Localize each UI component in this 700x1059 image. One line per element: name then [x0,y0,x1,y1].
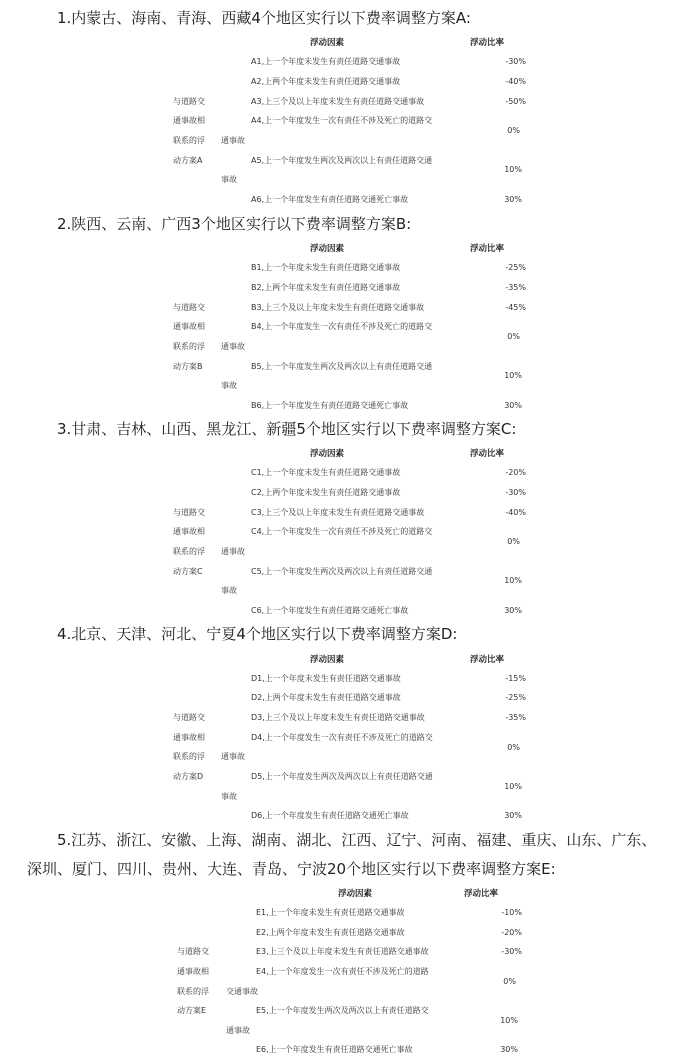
factor-cell: B2,上两个年度未发生有责任道路交通事故 [251,283,401,292]
factor-cell: E5,上一个年度发生两次及两次以上有责任道路交 [256,1006,429,1015]
scheme-label-line: 通事故相 [173,527,205,536]
factor-cell: C2,上两个年度未发生有责任道路交通事故 [251,488,401,497]
factor-cell-continued: 通事故 [221,547,245,556]
factor-cell-continued: 通事故 [226,1026,250,1035]
scheme-label-line: 通事故相 [173,733,205,742]
ratio-cell: 10% [500,1016,518,1025]
scheme-label-line: 动方案B [173,362,203,371]
ratio-cell: 0% [507,126,520,135]
ratio-cell: 30% [504,195,522,204]
column-header-ratio: 浮动比率 [464,889,499,899]
ratio-cell: 0% [507,537,520,546]
factor-cell: A2,上两个年度未发生有责任道路交通事故 [251,77,401,86]
factor-cell: E4,上一个年度发生一次有责任不涉及死亡的道路 [256,967,429,976]
column-header-factor: 浮动因素 [310,244,345,254]
factor-cell: A6,上一个年度发生有责任道路交通死亡事故 [251,195,409,204]
ratio-cell: -30% [505,57,526,66]
ratio-cell: 10% [504,165,522,174]
factor-cell: D2,上两个年度未发生有责任道路交通事故 [251,693,401,702]
factor-cell: C4,上一个年度发生一次有责任不涉及死亡的道路交 [251,527,433,536]
ratio-cell: -30% [501,947,522,956]
factor-cell: C3,上三个及以上年度未发生有责任道路交通事故 [251,508,425,517]
factor-cell: C5,上一个年度发生两次及两次以上有责任道路交通 [251,567,433,576]
section-heading: 5.江苏、浙江、安徽、上海、湖南、湖北、江西、辽宁、河南、福建、重庆、山东、广东、 [57,831,657,849]
ratio-cell: -30% [505,488,526,497]
scheme-label-line: 与道路交 [173,97,205,106]
ratio-cell: -20% [501,928,522,937]
scheme-label-line: 动方案D [173,772,204,781]
factor-cell: A5,上一个年度发生两次及两次以上有责任道路交通 [251,156,433,165]
section-heading: 1.内蒙古、海南、青海、西藏4个地区实行以下费率调整方案A: [57,9,471,27]
scheme-label-line: 通事故相 [173,322,205,331]
scheme-label-line: 动方案A [173,156,203,165]
factor-cell-continued: 事故 [221,175,237,184]
ratio-cell: -35% [505,283,526,292]
scheme-label-line: 联系的浮 [173,752,205,761]
factor-cell: B5,上一个年度发生两次及两次以上有责任道路交通 [251,362,433,371]
factor-cell-continued: 通事故 [221,342,245,351]
factor-cell-continued: 事故 [221,381,237,390]
ratio-cell: -50% [505,97,526,106]
ratio-cell: -45% [505,303,526,312]
factor-cell-continued: 事故 [221,792,237,801]
section-heading: 2.陕西、云南、广西3个地区实行以下费率调整方案B: [57,215,412,233]
scheme-label-line: 联系的浮 [173,547,205,556]
ratio-cell: -35% [505,713,526,722]
ratio-cell: -20% [505,468,526,477]
factor-cell: A1,上一个年度未发生有责任道路交通事故 [251,57,401,66]
ratio-cell: -10% [501,908,522,917]
ratio-cell: 10% [504,782,522,791]
factor-cell-continued: 通事故 [221,752,245,761]
factor-cell: A3,上三个及以上年度未发生有责任道路交通事故 [251,97,425,106]
column-header-factor: 浮动因素 [310,38,345,48]
factor-cell: E6,上一个年度发生有责任道路交通死亡事故 [256,1045,413,1054]
column-header-ratio: 浮动比率 [470,449,505,459]
ratio-cell: -25% [505,693,526,702]
ratio-cell: 10% [504,371,522,380]
ratio-cell: 10% [504,576,522,585]
factor-cell-continued: 交通事故 [226,987,258,996]
scheme-label-line: 与道路交 [173,508,205,517]
factor-cell-continued: 通事故 [221,136,245,145]
column-header-factor: 浮动因素 [338,889,373,899]
factor-cell: E1,上一个年度未发生有责任道路交通事故 [256,908,405,917]
column-header-factor: 浮动因素 [310,449,345,459]
factor-cell: C6,上一个年度发生有责任道路交通死亡事故 [251,606,409,615]
scheme-label-line: 动方案C [173,567,203,576]
factor-cell: D4,上一个年度发生一次有责任不涉及死亡的道路交 [251,733,433,742]
factor-cell-continued: 事故 [221,586,237,595]
ratio-cell: 30% [504,401,522,410]
factor-cell: D1,上一个年度未发生有责任道路交通事故 [251,674,401,683]
factor-cell: B1,上一个年度未发生有责任道路交通事故 [251,263,401,272]
ratio-cell: -15% [505,674,526,683]
ratio-cell: -40% [505,508,526,517]
ratio-cell: 0% [507,743,520,752]
factor-cell: E2,上两个年度未发生有责任道路交通事故 [256,928,405,937]
scheme-label-line: 通事故相 [177,967,209,976]
factor-cell: A4,上一个年度发生一次有责任不涉及死亡的道路交 [251,116,433,125]
ratio-cell: 0% [507,332,520,341]
scheme-label-line: 联系的浮 [173,136,205,145]
scheme-label-line: 通事故相 [173,116,205,125]
factor-cell: D6,上一个年度发生有责任道路交通死亡事故 [251,811,409,820]
ratio-cell: -40% [505,77,526,86]
scheme-label-line: 与道路交 [173,303,205,312]
factor-cell: D3,上三个及以上年度未发生有责任道路交通事故 [251,713,425,722]
section-heading: 4.北京、天津、河北、宁夏4个地区实行以下费率调整方案D: [57,625,458,643]
column-header-ratio: 浮动比率 [470,244,505,254]
factor-cell: B4,上一个年度发生一次有责任不涉及死亡的道路交 [251,322,433,331]
column-header-ratio: 浮动比率 [470,655,505,665]
scheme-label-line: 与道路交 [177,947,209,956]
factor-cell: C1,上一个年度未发生有责任道路交通事故 [251,468,401,477]
scheme-label-line: 联系的浮 [173,342,205,351]
ratio-cell: 30% [500,1045,518,1054]
ratio-cell: -25% [505,263,526,272]
scheme-label-line: 动方案E [177,1006,207,1015]
factor-cell: D5,上一个年度发生两次及两次以上有责任道路交通 [251,772,433,781]
section-heading-continued: 深圳、厦门、四川、贵州、大连、青岛、宁波20个地区实行以下费率调整方案E: [27,860,556,878]
ratio-cell: 30% [504,606,522,615]
factor-cell: B6,上一个年度发生有责任道路交通死亡事故 [251,401,409,410]
column-header-factor: 浮动因素 [310,655,345,665]
ratio-cell: 0% [503,977,516,986]
scheme-label-line: 与道路交 [173,713,205,722]
factor-cell: B3,上三个及以上年度未发生有责任道路交通事故 [251,303,425,312]
factor-cell: E3,上三个及以上年度未发生有责任道路交通事故 [256,947,429,956]
column-header-ratio: 浮动比率 [470,38,505,48]
section-heading: 3.甘肃、吉林、山西、黑龙江、新疆5个地区实行以下费率调整方案C: [57,420,517,438]
scheme-label-line: 联系的浮 [177,987,209,996]
ratio-cell: 30% [504,811,522,820]
